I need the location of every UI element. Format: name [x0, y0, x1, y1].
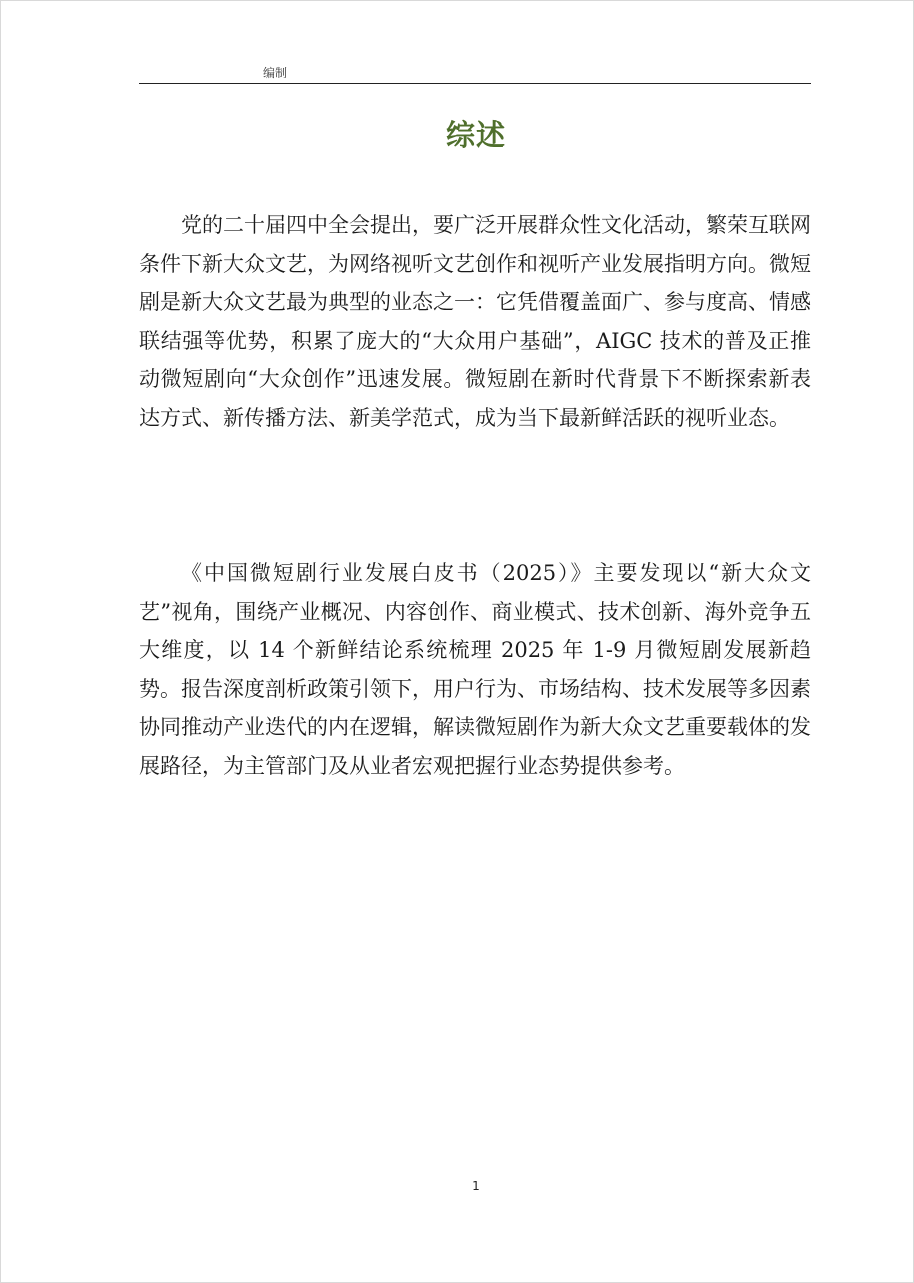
page-title: 综述 [445, 118, 506, 152]
header-label: 编制 [263, 66, 288, 80]
body-paragraph-2: 《中国微短剧行业发展白皮书（2025）》主要发现以“新大众文艺”视角，围绕产业概况、内容创作、商业模式、技术创新、海外竞争五大维度，以 14 个新鲜结论系统梳理 2025 年 1-9 月微短剧发展新趋势。报告深度剖析政策引领下，用户行为、市场结构、技术发展等多因素协同推动产业迭代的内在逻辑，解读微短剧作为新大众文艺重要载体的发展路径，为主管部门及从业者宏观把握行业态势提供参考。 [139, 561, 811, 778]
body-paragraph-1: 党的二十届四中全会提出，要广泛开展群众性文化活动，繁荣互联网条件下新大众文艺，为网络视听文艺创作和视听产业发展指明方向。微短剧是新大众文艺最为典型的业态之一：它凭借覆盖面广、参与度高、情感联结强等优势，积累了庞大的“大众用户基础”，AIGC 技术的普及正推动微短剧向“大众创作”迅速发展。微短剧在新时代背景下不断探索新表达方式、新传播方法、新美学范式，成为当下最新鲜活跃的视听业态。 [139, 213, 811, 430]
page-number: 1 [472, 1179, 480, 1193]
page-header [139, 61, 811, 84]
